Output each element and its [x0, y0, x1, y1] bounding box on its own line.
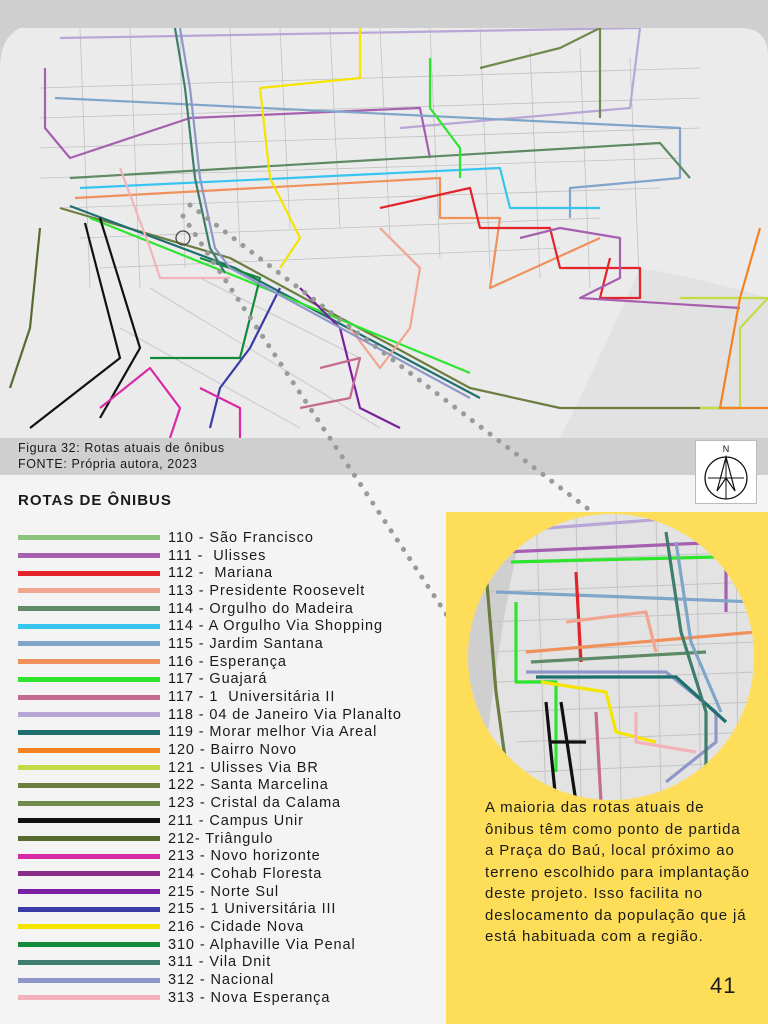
legend-label: 118 - 04 de Janeiro Via Planalto	[168, 706, 402, 723]
legend-item	[18, 954, 458, 972]
detail-map-circle	[466, 512, 756, 802]
legend-item	[18, 564, 458, 582]
legend-swatch	[18, 801, 160, 806]
legend-swatch	[18, 818, 160, 823]
legend-swatch	[18, 783, 160, 788]
legend-swatch	[18, 924, 160, 929]
legend-swatch	[18, 588, 160, 593]
legend-label: 215 - Norte Sul	[168, 883, 280, 900]
legend-label: 116 - Esperança	[168, 653, 287, 670]
legend-swatch	[18, 942, 160, 947]
north-arrow	[695, 440, 757, 504]
legend-swatch	[18, 730, 160, 735]
legend-item	[18, 653, 458, 671]
legend-label: 114 - Orgulho do Madeira	[168, 600, 354, 617]
legend-swatch	[18, 995, 160, 1000]
compass-icon	[696, 441, 756, 503]
legend-swatch	[18, 606, 160, 611]
legend-item	[18, 830, 458, 848]
legend-title: ROTAS DE ÔNIBUS	[18, 492, 172, 509]
legend-swatch	[18, 624, 160, 629]
legend-item	[18, 812, 458, 830]
legend-swatch	[18, 871, 160, 876]
legend-label: 112 - Mariana	[168, 565, 274, 582]
legend-label: 115 - Jardim Santana	[168, 635, 324, 652]
legend-label: 113 - Presidente Roosevelt	[168, 582, 366, 599]
legend-swatch	[18, 765, 160, 770]
legend-item	[18, 989, 458, 1007]
legend-label: 310 - Alphaville Via Penal	[168, 936, 356, 953]
figure-caption	[18, 440, 225, 472]
legend-swatch	[18, 695, 160, 700]
legend-swatch	[18, 889, 160, 894]
legend-swatch	[18, 748, 160, 753]
figure-title: Figura 32: Rotas atuais de ônibus	[18, 441, 225, 455]
legend-label: 120 - Bairro Novo	[168, 742, 297, 759]
legend-item	[18, 635, 458, 653]
legend-item	[18, 918, 458, 936]
route-legend	[18, 529, 458, 1007]
legend-item	[18, 777, 458, 795]
legend-label: 216 - Cidade Nova	[168, 918, 305, 935]
legend-swatch	[18, 677, 160, 682]
legend-swatch	[18, 978, 160, 983]
legend-item	[18, 847, 458, 865]
legend-swatch	[18, 535, 160, 540]
legend-item	[18, 582, 458, 600]
legend-label: 114 - A Orgulho Via Shopping	[168, 618, 383, 635]
legend-item	[18, 936, 458, 954]
legend-swatch	[18, 659, 160, 664]
legend-item	[18, 529, 458, 547]
page-number: 41	[710, 973, 737, 998]
legend-label: 119 - Morar melhor Via Areal	[168, 724, 378, 741]
legend-label: 123 - Cristal da Calama	[168, 795, 342, 812]
legend-label: 121 - Ulisses Via BR	[168, 759, 319, 776]
legend-swatch	[18, 641, 160, 646]
legend-label: 215 - 1 Universitária III	[168, 901, 337, 918]
legend-label: 213 - Novo horizonte	[168, 848, 321, 865]
legend-label: 312 - Nacional	[168, 972, 275, 989]
legend-swatch	[18, 907, 160, 912]
legend-label: 110 - São Francisco	[168, 529, 314, 546]
legend-item	[18, 741, 458, 759]
legend-swatch	[18, 836, 160, 841]
legend-label: 212- Triângulo	[168, 830, 274, 847]
legend-label: 211 - Campus Unir	[168, 812, 304, 829]
legend-swatch	[18, 571, 160, 576]
legend-label: 313 - Nova Esperança	[168, 989, 331, 1006]
legend-item	[18, 971, 458, 989]
legend-item	[18, 617, 458, 635]
legend-item	[18, 706, 458, 724]
legend-label: 111 - Ulisses	[168, 547, 267, 564]
legend-swatch	[18, 553, 160, 558]
legend-item	[18, 600, 458, 618]
legend-item	[18, 724, 458, 742]
north-label: N	[722, 444, 730, 454]
legend-label: 117 - 1 Universitária II	[168, 689, 336, 706]
legend-item	[18, 883, 458, 901]
legend-label: 122 - Santa Marcelina	[168, 777, 329, 794]
legend-item	[18, 547, 458, 565]
legend-label: 311 - Vila Dnit	[168, 954, 272, 971]
legend-item	[18, 688, 458, 706]
bus-routes-map	[0, 28, 768, 438]
legend-item	[18, 794, 458, 812]
description-text: A maioria das rotas atuais de ônibus têm como ponto de partida a Praça do Baú, local próximo ao terreno escolhido para implantação deste projeto. Isso facilita no deslocamento da população que já está habituada com a região.	[485, 799, 750, 945]
legend-swatch	[18, 712, 160, 717]
legend-item	[18, 900, 458, 918]
legend-item	[18, 671, 458, 689]
legend-label: 117 - Guajará	[168, 671, 268, 688]
legend-swatch	[18, 960, 160, 965]
legend-item	[18, 759, 458, 777]
figure-source: FONTE: Própria autora, 2023	[18, 457, 198, 471]
legend-label: 214 - Cohab Floresta	[168, 865, 323, 882]
legend-item	[18, 865, 458, 883]
legend-swatch	[18, 854, 160, 859]
